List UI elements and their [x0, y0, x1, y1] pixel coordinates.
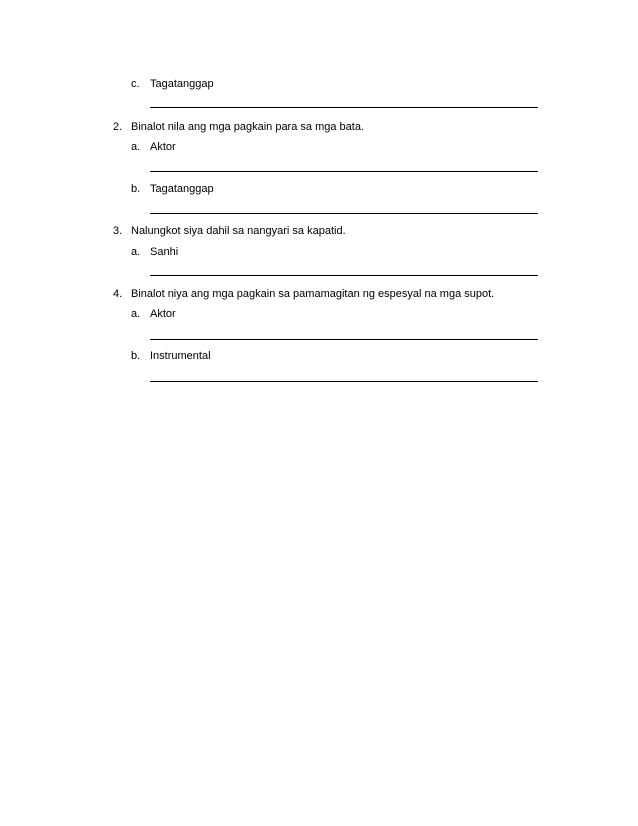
sub-item-marker: a. [131, 308, 141, 320]
answer-line-q3-a[interactable] [150, 275, 538, 276]
answer-line-q2-b[interactable] [150, 213, 538, 214]
sub-item-marker: a. [131, 141, 141, 153]
sub-item-marker: b. [131, 183, 141, 195]
question-text: Binalot nila ang mga pagkain para sa mga bata. [131, 121, 364, 133]
sub-item-label: Tagatanggap [150, 78, 214, 90]
question-number: 4. [113, 288, 123, 300]
sub-item-marker: a. [131, 246, 141, 258]
question-number: 3. [113, 225, 123, 237]
question-number: 2. [113, 121, 123, 133]
question-text: Binalot niya ang mga pagkain sa pamamagitan ng espesyal na mga supot. [131, 288, 495, 300]
sub-item-label: Aktor [150, 141, 176, 153]
sub-item-label: Tagatanggap [150, 183, 214, 195]
answer-line-q4-a[interactable] [150, 339, 538, 340]
answer-line-q2-a[interactable] [150, 171, 538, 172]
sub-item-marker: c. [131, 78, 140, 90]
sub-item-marker: b. [131, 350, 141, 362]
sub-item-label: Instrumental [150, 350, 211, 362]
sub-item-label: Aktor [150, 308, 176, 320]
answer-line-q4-b[interactable] [150, 381, 538, 382]
question-text: Nalungkot siya dahil sa nangyari sa kapatid. [131, 225, 346, 237]
sub-item-label: Sanhi [150, 246, 179, 258]
answer-line-c-tagatanggap[interactable] [150, 107, 538, 108]
